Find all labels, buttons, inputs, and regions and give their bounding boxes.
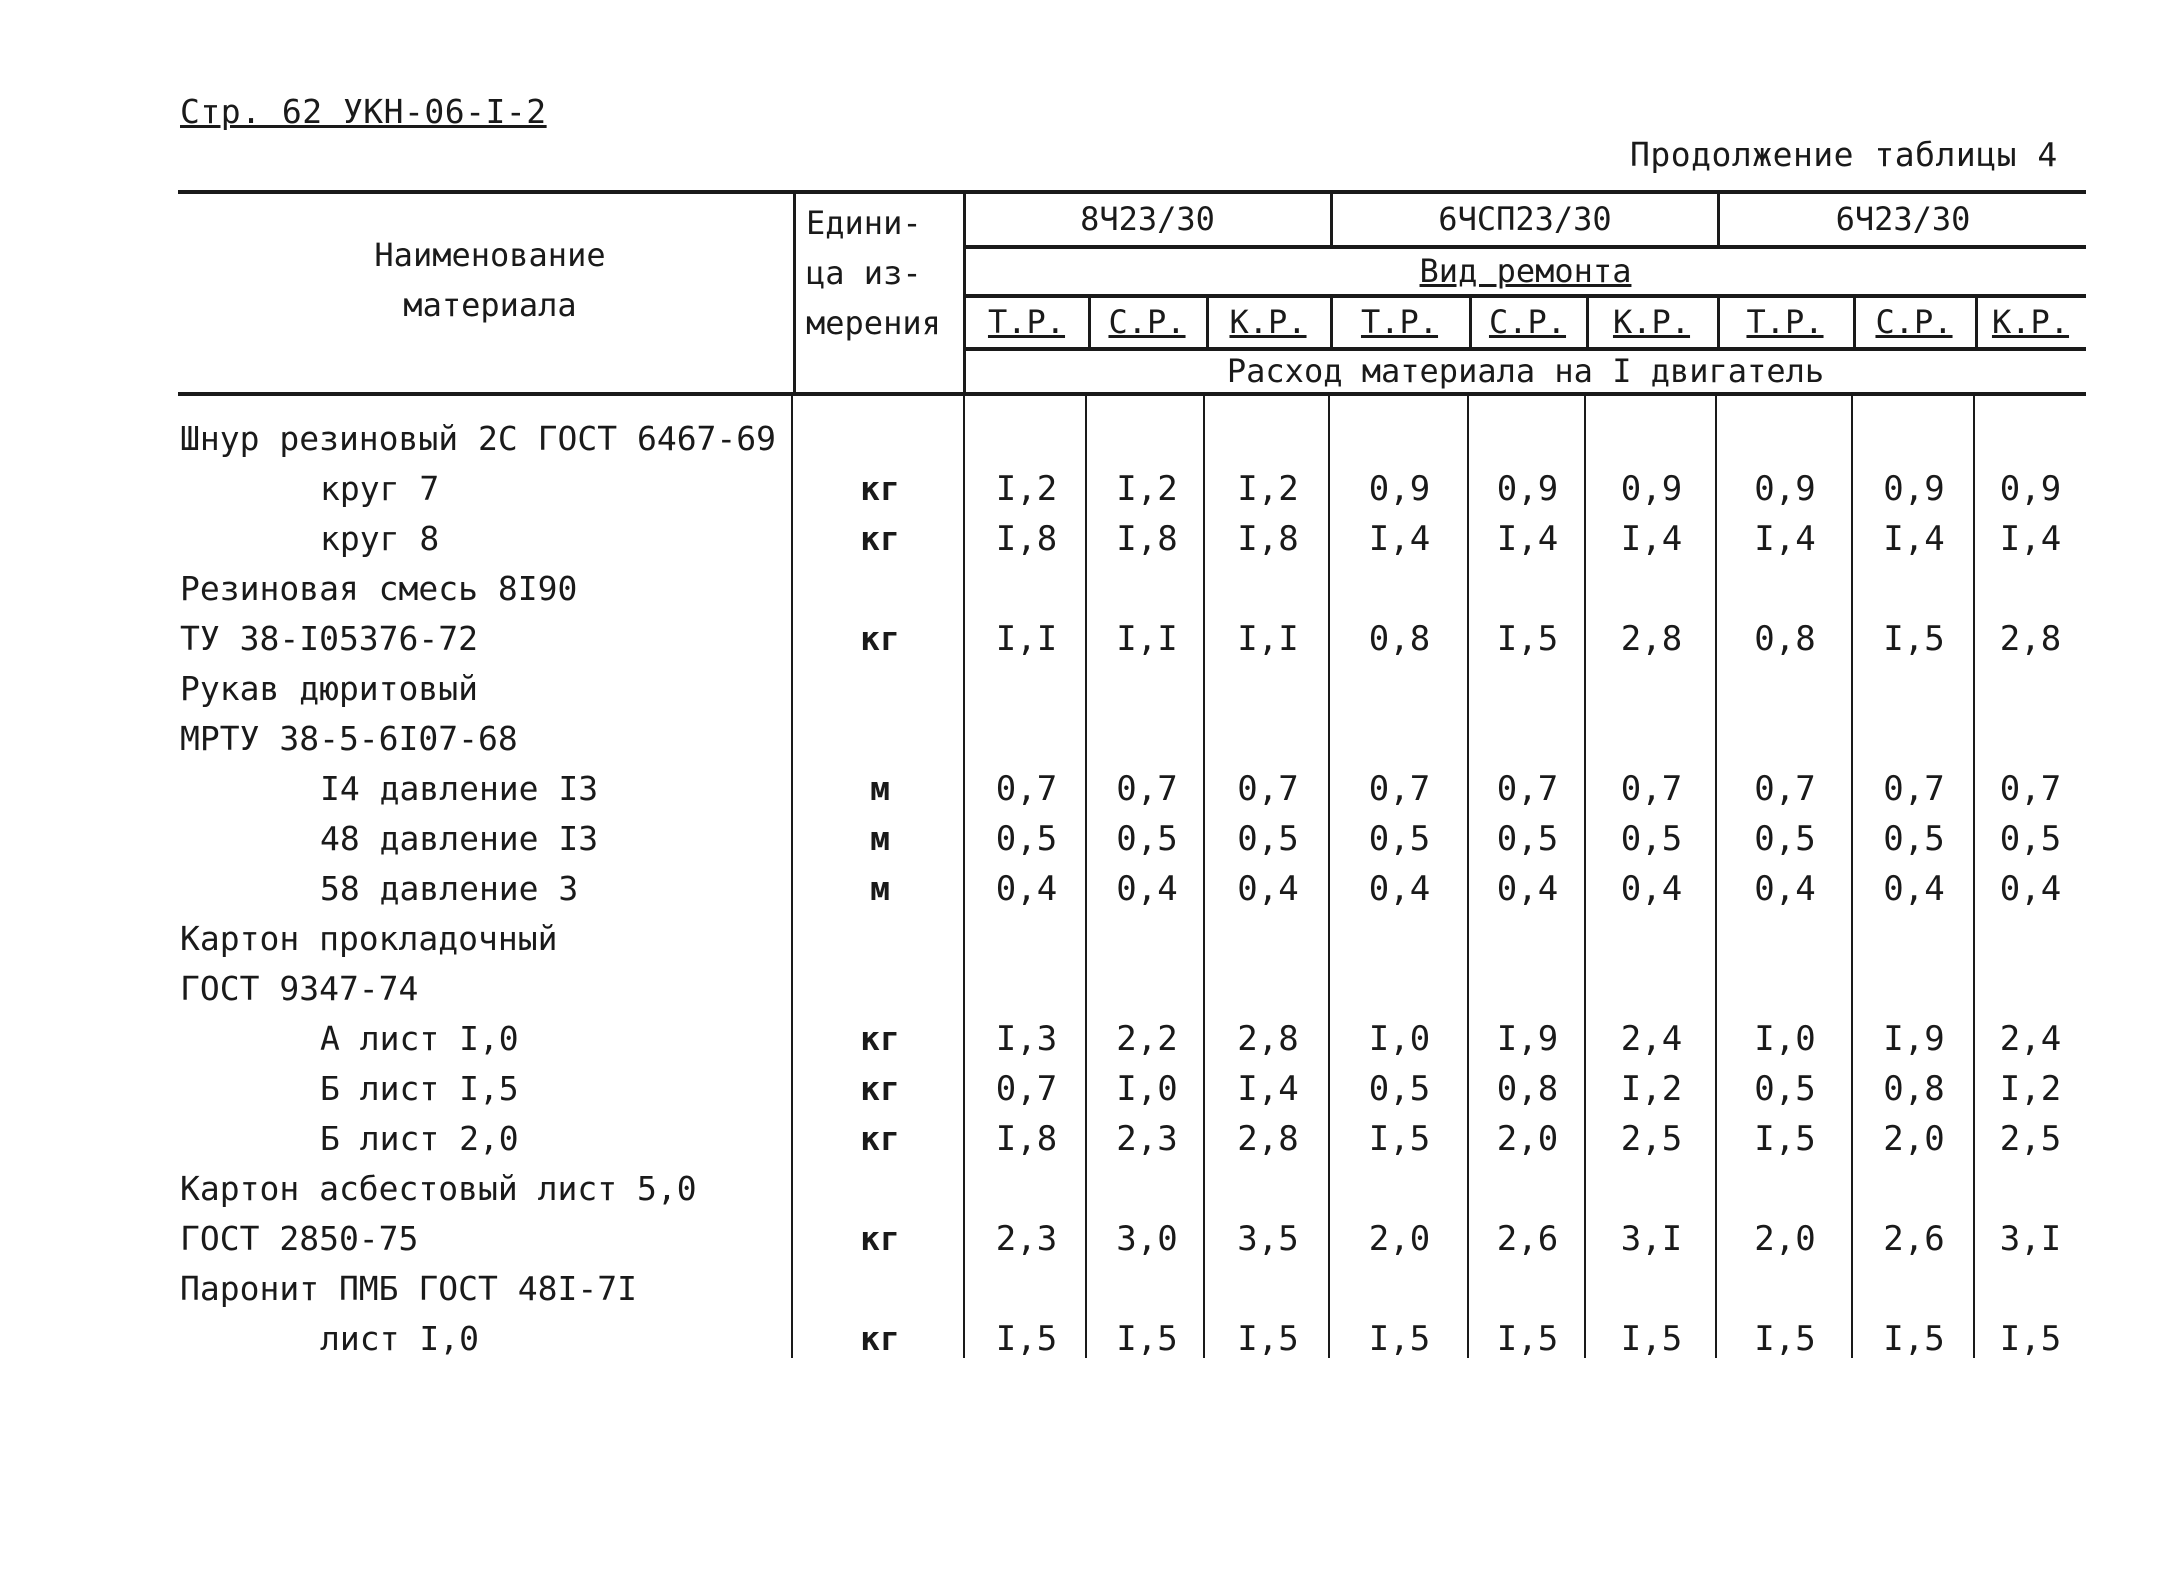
- consumption-value: 2,5: [1999, 1119, 2062, 1159]
- consumption-value: I,4: [1620, 519, 1683, 559]
- consumption-value: 0,9: [1883, 469, 1945, 509]
- material-name: круг 7: [320, 469, 440, 508]
- consumption-value: 0,5: [1116, 819, 1178, 859]
- consumption-value: 3,I: [1999, 1219, 2062, 1259]
- repair-type-1: Т.Р.: [987, 303, 1066, 341]
- material-name: Резиновая смесь 8I90: [180, 569, 578, 608]
- unit-of-measure: м: [870, 819, 890, 858]
- consumption-value: I,I: [1116, 619, 1178, 659]
- consumption-value: 0,8: [1754, 619, 1816, 659]
- page-reference: Стр. 62 УКН-06-I-2: [180, 92, 547, 131]
- table-row: [0, 714, 2162, 764]
- repair-type-3: К.Р.: [1229, 303, 1307, 341]
- table-row: [0, 764, 2162, 814]
- consumption-value: I,0: [1368, 1019, 1431, 1059]
- table-row: [0, 414, 2162, 464]
- material-name: лист I,0: [320, 1319, 479, 1358]
- consumption-value: I,5: [1999, 1319, 2062, 1359]
- unit-of-measure: кг: [860, 519, 900, 558]
- table-row: [0, 464, 2162, 514]
- repair-type-7: Т.Р.: [1746, 303, 1824, 341]
- engine-header-2: 6ЧСП23/30: [1438, 200, 1612, 238]
- consumption-value: I,I: [995, 619, 1058, 659]
- consumption-value: I,5: [1754, 1319, 1816, 1359]
- material-name: Б лист 2,0: [320, 1119, 519, 1158]
- consumption-value: 2,2: [1116, 1019, 1178, 1059]
- consumption-value: 2,0: [1883, 1119, 1945, 1159]
- consumption-value: I,4: [1754, 519, 1816, 559]
- material-name: ТУ 38-I05376-72: [180, 619, 479, 658]
- consumption-value: 0,5: [1754, 1069, 1816, 1109]
- table-row: [0, 614, 2162, 664]
- consumption-value: I,5: [1496, 1319, 1559, 1359]
- consumption-value: I,0: [1754, 1019, 1816, 1059]
- consumption-value: I,5: [1883, 619, 1945, 659]
- table-top-rule: [178, 190, 2086, 194]
- consumption-value: 0,4: [1116, 869, 1178, 909]
- table-row: [0, 1114, 2162, 1164]
- col-name-header-line2: материала: [403, 286, 577, 324]
- consumption-value: I,8: [995, 519, 1058, 559]
- table-row: [0, 564, 2162, 614]
- repair-label-rule: [965, 294, 2086, 298]
- material-name: Рукав дюритовый: [180, 669, 479, 708]
- material-name: I4 давление I3: [320, 769, 599, 808]
- consumption-value: I,5: [1237, 1319, 1299, 1359]
- consumption-value: 2,6: [1883, 1219, 1945, 1259]
- unit-of-measure: м: [870, 769, 890, 808]
- consumption-value: 3,I: [1620, 1219, 1683, 1259]
- consumption-label: Расход материала на I двигатель: [1226, 352, 1825, 390]
- consumption-value: 0,5: [1368, 1069, 1431, 1109]
- material-name: Картон асбестовый лист 5,0: [180, 1169, 697, 1208]
- consumption-value: 0,5: [1237, 819, 1299, 859]
- repair-type-2: С.Р.: [1108, 303, 1186, 341]
- table-row: [0, 514, 2162, 564]
- consumption-value: 2,3: [995, 1219, 1058, 1259]
- unit-of-measure: кг: [860, 1219, 900, 1258]
- material-name: Б лист I,5: [320, 1069, 519, 1108]
- consumption-value: 0,9: [1368, 469, 1431, 509]
- consumption-value: 0,8: [1368, 619, 1431, 659]
- table-row: [0, 1014, 2162, 1064]
- consumption-value: 2,0: [1496, 1119, 1559, 1159]
- consumption-value: 3,5: [1237, 1219, 1299, 1259]
- unit-of-measure: кг: [860, 1319, 900, 1358]
- name-unit-divider: [793, 190, 796, 392]
- material-name: А лист I,0: [320, 1019, 519, 1058]
- material-name: ГОСТ 9347-74: [180, 969, 419, 1008]
- consumption-value: 0,4: [1237, 869, 1299, 909]
- col-unit-header-line1: Едини-: [806, 204, 922, 242]
- consumption-value: 0,8: [1883, 1069, 1945, 1109]
- consumption-value: 0,7: [1116, 769, 1178, 809]
- consumption-value: 2,5: [1620, 1119, 1683, 1159]
- consumption-value: 2,4: [1999, 1019, 2062, 1059]
- consumption-value: I,4: [1883, 519, 1945, 559]
- repair-type-9: К.Р.: [1991, 303, 2070, 341]
- consumption-value: I,5: [1620, 1319, 1683, 1359]
- consumption-value: 2,0: [1368, 1219, 1431, 1259]
- consumption-value: 0,4: [995, 869, 1058, 909]
- consumption-value: I,5: [1496, 619, 1559, 659]
- material-name: Паронит ПМБ ГОСТ 48I-7I: [180, 1269, 637, 1308]
- consumption-value: 0,5: [1754, 819, 1816, 859]
- consumption-value: 3,0: [1116, 1219, 1178, 1259]
- consumption-value: I,2: [1116, 469, 1178, 509]
- consumption-value: I,8: [1116, 519, 1178, 559]
- consumption-value: I,2: [1999, 1069, 2062, 1109]
- consumption-value: I,0: [1116, 1069, 1178, 1109]
- consumption-value: 0,5: [995, 819, 1058, 859]
- unit-of-measure: кг: [860, 1019, 900, 1058]
- table-row: [0, 914, 2162, 964]
- engine-header-3: 6Ч23/30: [1835, 200, 1971, 238]
- consumption-value: 2,4: [1620, 1019, 1683, 1059]
- consumption-value: 2,8: [1237, 1119, 1299, 1159]
- consumption-value: 0,7: [1496, 769, 1559, 809]
- consumption-value: 0,4: [1754, 869, 1816, 909]
- consumption-value: 0,4: [1368, 869, 1431, 909]
- consumption-value: I,4: [1999, 519, 2062, 559]
- unit-of-measure: кг: [860, 1069, 900, 1108]
- table-row: [0, 864, 2162, 914]
- consumption-value: I,9: [1883, 1019, 1945, 1059]
- consumption-value: 2,8: [1237, 1019, 1299, 1059]
- consumption-value: I,2: [1620, 1069, 1683, 1109]
- header-bottom-rule: [178, 392, 2086, 396]
- repair-type-6: К.Р.: [1612, 303, 1691, 341]
- consumption-value: 0,7: [1237, 769, 1299, 809]
- consumption-value: 0,9: [1754, 469, 1816, 509]
- consumption-value: I,8: [995, 1119, 1058, 1159]
- repair-type-5: С.Р.: [1488, 303, 1567, 341]
- material-name: Картон прокладочный: [180, 919, 558, 958]
- material-name: Шнур резиновый 2С ГОСТ 6467-69: [180, 419, 777, 458]
- unit-of-measure: м: [870, 869, 890, 908]
- consumption-value: I,5: [995, 1319, 1058, 1359]
- consumption-value: I,4: [1368, 519, 1431, 559]
- col-unit-header-line2: ца из-: [806, 254, 922, 292]
- consumption-value: 2,8: [1620, 619, 1683, 659]
- table-row: [0, 1214, 2162, 1264]
- table-row: [0, 664, 2162, 714]
- consumption-value: 0,7: [995, 1069, 1058, 1109]
- table-row: [0, 1264, 2162, 1314]
- table-continuation-caption: Продолжение таблицы 4: [1630, 135, 2058, 174]
- consumption-value: I,4: [1237, 1069, 1299, 1109]
- consumption-value: 0,9: [1620, 469, 1683, 509]
- consumption-value: I,I: [1237, 619, 1299, 659]
- consumption-value: 0,5: [1883, 819, 1945, 859]
- engine-header-1: 8Ч23/30: [1080, 200, 1215, 238]
- material-name: круг 8: [320, 519, 440, 558]
- consumption-value: I,2: [995, 469, 1058, 509]
- material-name: 48 давление I3: [320, 819, 599, 858]
- repair-type-4: Т.Р.: [1360, 303, 1439, 341]
- consumption-value: 2,3: [1116, 1119, 1178, 1159]
- consumption-value: 0,4: [1496, 869, 1559, 909]
- consumption-value: 0,7: [995, 769, 1058, 809]
- unit-of-measure: кг: [860, 619, 900, 658]
- consumption-value: 0,5: [1368, 819, 1431, 859]
- unit-of-measure: кг: [860, 1119, 900, 1158]
- consumption-value: I,5: [1368, 1319, 1431, 1359]
- table-row: [0, 1314, 2162, 1364]
- consumption-value: 0,4: [1999, 869, 2062, 909]
- consumption-value: 2,8: [1999, 619, 2062, 659]
- consumption-value: 0,9: [1999, 469, 2062, 509]
- unit-of-measure: кг: [860, 469, 900, 508]
- consumption-value: I,5: [1754, 1119, 1816, 1159]
- consumption-value: 0,7: [1754, 769, 1816, 809]
- col-unit-header-line3: мерения: [806, 304, 941, 342]
- consumption-value: 0,7: [1620, 769, 1683, 809]
- consumption-value: 0,9: [1496, 469, 1559, 509]
- table-row: [0, 1164, 2162, 1214]
- table-row: [0, 1064, 2162, 1114]
- material-name: ГОСТ 2850-75: [180, 1219, 419, 1258]
- consumption-value: 0,7: [1999, 769, 2062, 809]
- consumption-value: I,4: [1496, 519, 1559, 559]
- consumption-value: 0,5: [1620, 819, 1683, 859]
- consumption-value: I,5: [1368, 1119, 1431, 1159]
- consumption-value: 0,4: [1620, 869, 1683, 909]
- material-name: МРТУ 38-5-6I07-68: [180, 719, 518, 758]
- consumption-value: I,8: [1237, 519, 1299, 559]
- consumption-value: I,5: [1883, 1319, 1945, 1359]
- consumption-value: I,2: [1237, 469, 1299, 509]
- consumption-value: 2,6: [1496, 1219, 1559, 1259]
- consumption-value: 0,7: [1368, 769, 1431, 809]
- consumption-value: I,5: [1116, 1319, 1178, 1359]
- consumption-value: 0,8: [1496, 1069, 1559, 1109]
- consumption-value: 0,7: [1883, 769, 1945, 809]
- consumption-value: I,9: [1496, 1019, 1559, 1059]
- col-name-header-line1: Наименование: [374, 236, 606, 274]
- material-name: 58 давление 3: [320, 869, 579, 908]
- consumption-value: 0,5: [1496, 819, 1559, 859]
- table-row: [0, 814, 2162, 864]
- table-row: [0, 964, 2162, 1014]
- consumption-value: 2,0: [1754, 1219, 1816, 1259]
- consumption-value: 0,4: [1883, 869, 1945, 909]
- repair-types-rule: [965, 347, 2086, 351]
- engines-rule: [965, 245, 2086, 249]
- consumption-value: I,3: [995, 1019, 1058, 1059]
- consumption-value: 0,5: [1999, 819, 2062, 859]
- repair-type-8: С.Р.: [1875, 303, 1953, 341]
- repair-type-label: Вид ремонта: [1419, 252, 1632, 290]
